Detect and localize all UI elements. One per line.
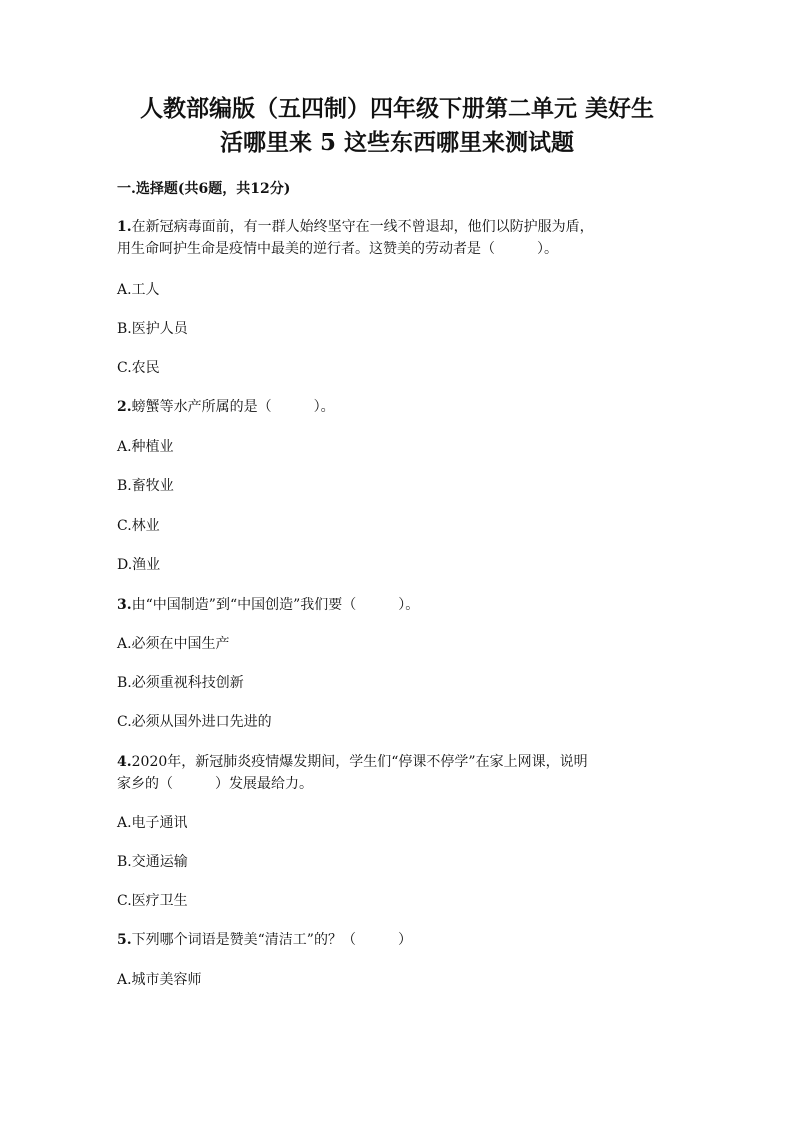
question-2-option-a: A.种植业 — [117, 439, 174, 455]
question-1-line-2: 用生命呵护生命是疫情中最美的逆行者。这赞美的劳动者是（ ）。 — [117, 241, 558, 257]
question-1-option-c: C.农民 — [117, 360, 160, 376]
question-1-option-b: B.医护人员 — [117, 321, 188, 337]
question-3-option-a: A.必须在中国生产 — [117, 636, 230, 652]
question-5-option-a: A.城市美容师 — [117, 972, 202, 988]
question-5-number: 5. — [117, 932, 132, 948]
question-4-number: 4. — [117, 754, 132, 770]
question-3-option-c: C.必须从国外进口先进的 — [117, 714, 272, 730]
title-line-2: 活哪里来 5 这些东西哪里来测试题 — [219, 129, 575, 156]
page-title — [100, 92, 694, 160]
question-1-number: 1. — [117, 219, 132, 235]
question-4-option-a: A.电子通讯 — [117, 815, 188, 831]
question-3-number: 3. — [117, 597, 132, 613]
question-2-line-1: 2.螃蟹等水产所属的是（ ）。 — [117, 399, 335, 415]
question-3-option-b: B.必须重视科技创新 — [117, 675, 244, 691]
question-5-line-1: 5.下列哪个词语是赞美“清洁工”的？（ ） — [117, 932, 412, 948]
question-1-line-1: 1.在新冠病毒面前，有一群人始终坚守在一线不曾退却，他们以防护服为盾， — [117, 219, 594, 235]
question-3-line-1: 3.由“中国制造”到“中国创造”我们要（ ）。 — [117, 597, 420, 613]
question-4-option-b: B.交通运输 — [117, 854, 188, 870]
question-2-option-d: D.渔业 — [117, 557, 161, 573]
question-2-number: 2. — [117, 399, 132, 415]
question-2-option-c: C.林业 — [117, 518, 160, 534]
question-4-line-2: 家乡的（ ）发展最给力。 — [117, 776, 313, 792]
question-2-option-b: B.畜牧业 — [117, 478, 174, 494]
section-heading: 一.选择题(共6题，共12分) — [117, 181, 291, 197]
question-4-option-c: C.医疗卫生 — [117, 893, 188, 909]
title-line-1: 人教部编版（五四制）四年级下册第二单元 美好生 — [139, 95, 654, 122]
question-4-line-1: 4.2020年，新冠肺炎疫情爆发期间，学生们“停课不停学”在家上网课，说明 — [117, 754, 588, 770]
question-1-option-a: A.工人 — [117, 282, 160, 298]
